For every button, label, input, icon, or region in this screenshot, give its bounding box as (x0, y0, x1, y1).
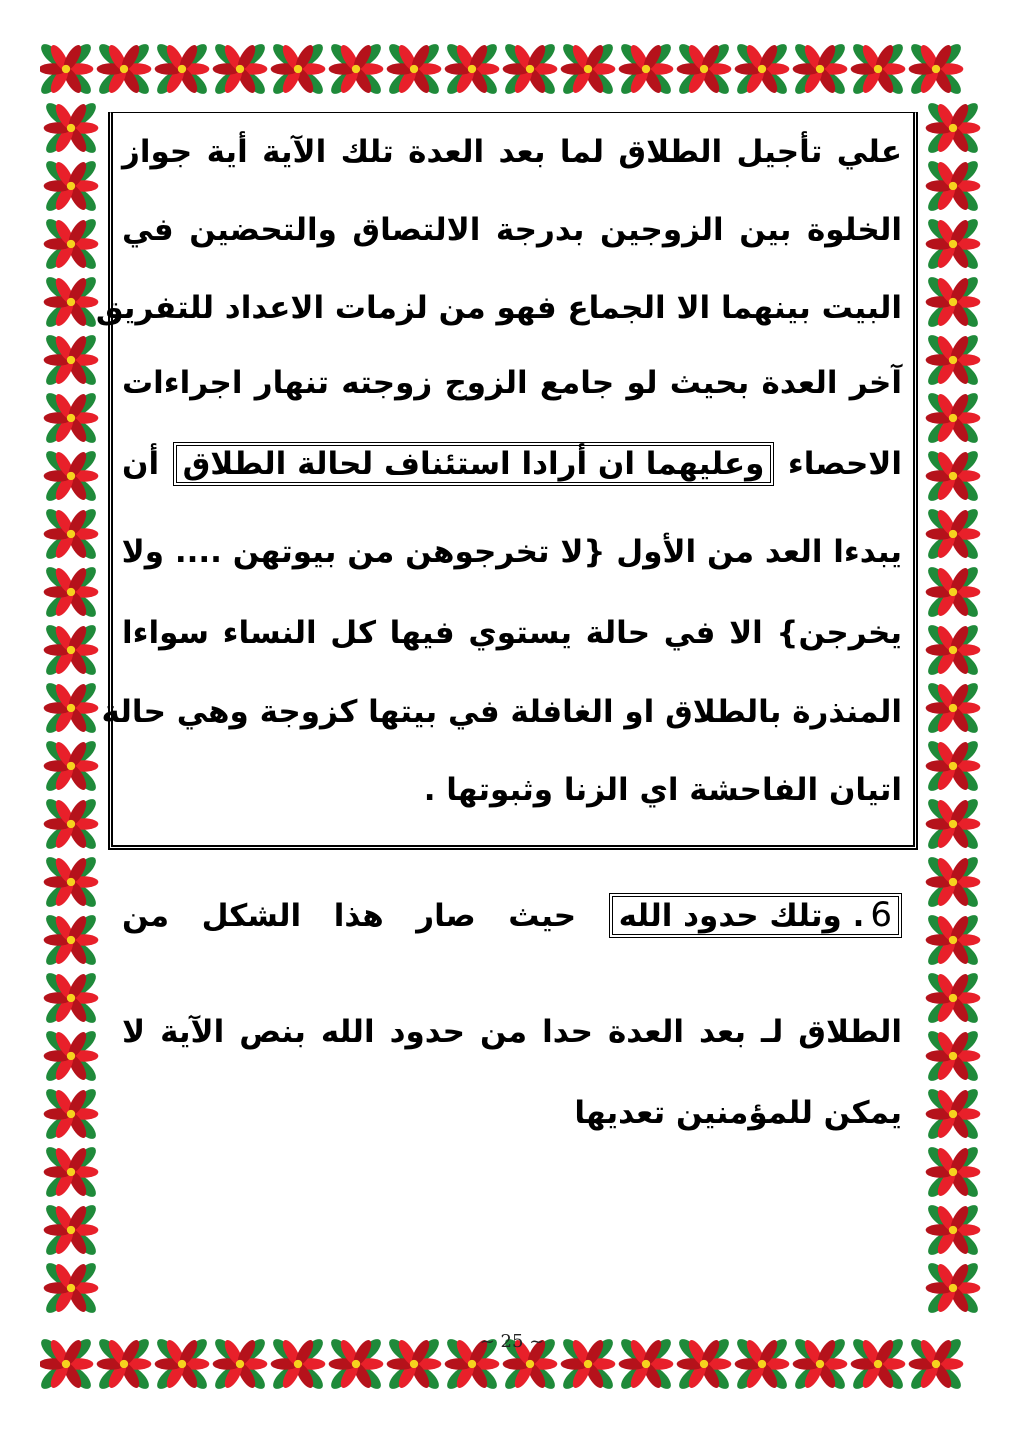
page-number: ~ 25 ~ (479, 1331, 545, 1352)
poinsettia-flower-icon (925, 1028, 982, 1085)
paragraph-line-2: الخلوة بين الزوجين بدرجة الالتصاق والتحضين في (122, 212, 902, 248)
poinsettia-flower-icon (850, 41, 907, 98)
line5-end: أن (122, 446, 160, 482)
section-heading-line (122, 893, 902, 937)
paragraph-line-8: المنذرة بالطلاق او الغافلة في بيتها كزوجة وهي حالة (101, 694, 902, 730)
section-heading-continuation: حيث صار هذا الشكل من (122, 898, 577, 934)
paragraph-line-1: علي تأجيل الطلاق لما بعد العدة تلك الآية أية جواز (122, 134, 902, 170)
paragraph-line-5 (122, 442, 902, 486)
poinsettia-flower-icon (925, 564, 982, 621)
poinsettia-flower-icon (43, 274, 100, 331)
poinsettia-flower-icon (925, 622, 982, 679)
section-line-2: يمكن للمؤمنين تعديها (574, 1095, 902, 1131)
poinsettia-flower-icon (618, 41, 675, 98)
poinsettia-flower-icon (925, 1086, 982, 1143)
poinsettia-flower-icon (43, 448, 100, 505)
paragraph-line-7: يخرجن} الا في حالة يستوي فيها كل النساء سواءا (122, 615, 902, 651)
paragraph-line-4: آخر العدة بحيث لو جامع الزوج زوجته تنهار اجراءات (122, 365, 902, 401)
poinsettia-flower-icon (925, 680, 982, 737)
poinsettia-flower-icon (43, 390, 100, 447)
poinsettia-flower-icon (43, 216, 100, 273)
poinsettia-flower-icon (154, 41, 211, 98)
poinsettia-flower-icon (43, 912, 100, 969)
poinsettia-flower-icon (925, 1144, 982, 1201)
poinsettia-flower-icon (43, 564, 100, 621)
poinsettia-flower-icon (925, 796, 982, 853)
poinsettia-flower-icon (922, 100, 984, 1328)
section-title: . وتلك حدود الله (618, 898, 865, 934)
poinsettia-flower-icon (925, 1260, 982, 1317)
poinsettia-flower-icon (925, 332, 982, 389)
poinsettia-flower-icon (925, 390, 982, 447)
poinsettia-flower-icon (925, 854, 982, 911)
poinsettia-flower-icon (43, 738, 100, 795)
poinsettia-flower-icon (925, 100, 982, 156)
poinsettia-flower-icon (43, 854, 100, 911)
poinsettia-flower-icon (40, 100, 102, 1328)
poinsettia-flower-icon (40, 41, 94, 98)
border-right (922, 100, 984, 1328)
poinsettia-flower-icon (43, 1086, 100, 1143)
section-title-box (609, 893, 902, 938)
poinsettia-flower-icon (43, 100, 100, 156)
border-top (40, 38, 984, 100)
poinsettia-flower-icon (43, 796, 100, 853)
poinsettia-flower-icon (792, 41, 849, 98)
border-left (40, 100, 102, 1328)
poinsettia-flower-icon (386, 41, 443, 98)
poinsettia-flower-icon (444, 41, 501, 98)
poinsettia-flower-icon (925, 970, 982, 1027)
poinsettia-flower-icon (925, 216, 982, 273)
poinsettia-flower-icon (43, 332, 100, 389)
poinsettia-flower-icon (925, 448, 982, 505)
poinsettia-flower-icon (43, 506, 100, 563)
poinsettia-flower-icon (270, 41, 327, 98)
poinsettia-flower-icon (43, 622, 100, 679)
poinsettia-flower-icon (734, 41, 791, 98)
section-line-1: الطلاق لـ بعد العدة حدا من حدود الله بنص الآية لا (122, 1014, 902, 1050)
poinsettia-flower-icon (43, 970, 100, 1027)
poinsettia-flower-icon (43, 1260, 100, 1317)
poinsettia-flower-icon (925, 1202, 982, 1259)
poinsettia-flower-icon (43, 680, 100, 737)
poinsettia-flower-icon (43, 158, 100, 215)
poinsettia-flower-icon (925, 738, 982, 795)
poinsettia-flower-icon (40, 38, 984, 100)
poinsettia-flower-icon (925, 506, 982, 563)
poinsettia-flower-icon (560, 41, 617, 98)
poinsettia-flower-icon (43, 1144, 100, 1201)
boxed-phrase: وعليهما ان أرادا استئناف لحالة الطلاق (173, 442, 775, 486)
poinsettia-flower-icon (43, 1202, 100, 1259)
poinsettia-flower-icon (925, 274, 982, 331)
poinsettia-flower-icon (502, 41, 559, 98)
poinsettia-flower-icon (676, 41, 733, 98)
section-number: 6 (870, 895, 892, 935)
paragraph-line-6: يبدءا العد من الأول {لا تخرجوهن من بيوتهن .... ولا (121, 534, 902, 570)
poinsettia-flower-icon (212, 41, 269, 98)
poinsettia-flower-icon (925, 912, 982, 969)
poinsettia-flower-icon (43, 1028, 100, 1085)
paragraph-line-9: اتيان الفاحشة اي الزنا وثبوتها . (423, 772, 902, 808)
line5-start: الاحصاء (787, 446, 903, 482)
paragraph-line-3: البيت بينهما الا الجماع فهو من لزمات الاعداد للتفريق (95, 290, 902, 326)
poinsettia-flower-icon (328, 41, 385, 98)
poinsettia-flower-icon (925, 158, 982, 215)
poinsettia-flower-icon (96, 41, 153, 98)
poinsettia-flower-icon (908, 41, 965, 98)
